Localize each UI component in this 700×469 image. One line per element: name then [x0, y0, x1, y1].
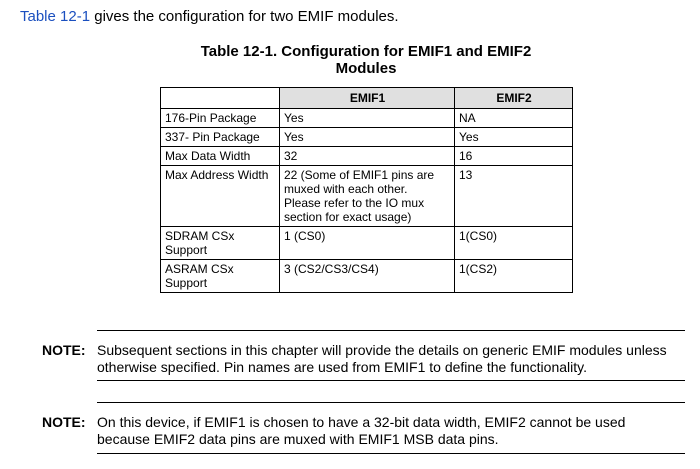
header-emif1: EMIF1 [280, 88, 455, 109]
table-title-line-1: Table 12-1. Configuration for EMIF1 and EMIF2 [200, 43, 532, 60]
emif1-value: Yes [280, 109, 455, 128]
emif2-value: NA [455, 109, 573, 128]
note-text [97, 342, 685, 376]
note-text [97, 414, 685, 448]
header-empty-cell [161, 88, 280, 109]
row-label: SDRAM CSx Support [161, 227, 280, 260]
row-label: Max Data Width [161, 147, 280, 166]
row-label: 176-Pin Package [161, 109, 280, 128]
emif1-value: 22 (Some of EMIF1 pins are muxed with each other. Please refer to the IO mux section for exact usage) [280, 166, 455, 227]
table-row [161, 109, 573, 128]
emif2-value: 13 [455, 166, 573, 227]
note-top-rule [97, 402, 685, 403]
note-line: otherwise specified. Pin names are used from EMIF1 to define the functionality. [97, 359, 587, 375]
table-reference-link[interactable]: Table 12-1 [20, 8, 91, 25]
table-row [161, 227, 573, 260]
table-row [161, 147, 573, 166]
table-header-row [161, 88, 573, 109]
note-top-rule [97, 330, 685, 331]
emif2-value: 1(CS0) [455, 227, 573, 260]
emif1-value: 1 (CS0) [280, 227, 455, 260]
emif1-value: 32 [280, 147, 455, 166]
table-row [161, 128, 573, 147]
row-label: 337- Pin Package [161, 128, 280, 147]
emif2-value: 1(CS2) [455, 260, 573, 293]
emif2-value: Yes [455, 128, 573, 147]
emif2-value: 16 [455, 147, 573, 166]
note-block [20, 402, 685, 452]
row-label: Max Address Width [161, 166, 280, 227]
note-bottom-rule [97, 380, 685, 381]
table-row [161, 166, 573, 227]
emif1-value: Yes [280, 128, 455, 147]
note-label: NOTE: [42, 414, 86, 430]
intro-text: gives the configuration for two EMIF modules. [90, 8, 399, 25]
note-block [20, 330, 685, 380]
emif-configuration-table [160, 87, 573, 293]
note-label: NOTE: [42, 342, 86, 358]
note-line: On this device, if EMIF1 is chosen to have a 32-bit data width, EMIF2 cannot be used [97, 414, 626, 430]
intro-paragraph [20, 7, 399, 27]
row-label: ASRAM CSx Support [161, 260, 280, 293]
header-emif2: EMIF2 [455, 88, 573, 109]
table-title [160, 43, 572, 77]
table-row [161, 260, 573, 293]
note-line: Subsequent sections in this chapter will provide the details on generic EMIF modules unless [97, 342, 667, 358]
table-title-line-2: Modules [335, 60, 397, 77]
note-bottom-rule [97, 453, 685, 454]
note-line: because EMIF2 data pins are muxed with EMIF1 MSB data pins. [97, 431, 499, 447]
emif1-value: 3 (CS2/CS3/CS4) [280, 260, 455, 293]
